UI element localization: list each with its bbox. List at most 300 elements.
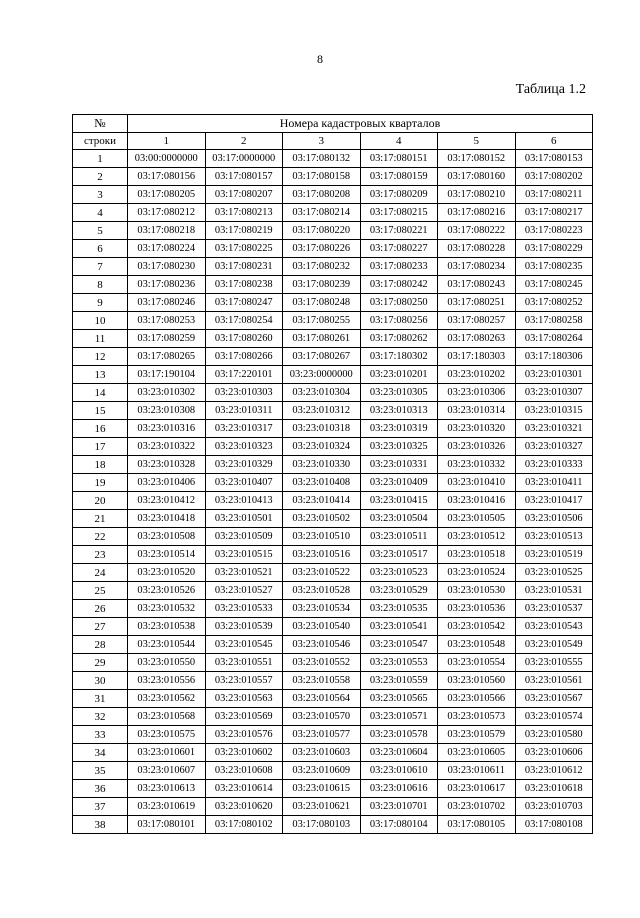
table-row — [73, 438, 593, 456]
table-row — [73, 150, 593, 168]
cadastral-number-cell: 03:17:080223 — [515, 222, 593, 240]
cadastral-number-cell: 03:17:080158 — [283, 168, 361, 186]
table-row — [73, 600, 593, 618]
cadastral-number-cell: 03:23:010537 — [515, 600, 593, 618]
cadastral-number-cell: 03:17:080221 — [360, 222, 438, 240]
cadastral-number-cell: 03:23:010611 — [438, 762, 516, 780]
row-number: 28 — [73, 636, 128, 654]
cadastral-number-cell: 03:23:010202 — [438, 366, 516, 384]
cadastral-number-cell: 03:23:010520 — [128, 564, 206, 582]
cadastral-number-cell: 03:17:080260 — [205, 330, 283, 348]
cadastral-number-cell: 03:17:080222 — [438, 222, 516, 240]
table-row — [73, 312, 593, 330]
cadastral-number-cell: 03:23:010327 — [515, 438, 593, 456]
table-row — [73, 348, 593, 366]
cadastral-number-cell: 03:23:010542 — [438, 618, 516, 636]
cadastral-number-cell: 03:17:080265 — [128, 348, 206, 366]
cadastral-number-cell: 03:23:010411 — [515, 474, 593, 492]
cadastral-number-cell: 03:23:010524 — [438, 564, 516, 582]
cadastral-number-cell: 03:23:010570 — [283, 708, 361, 726]
cadastral-number-cell: 03:23:010506 — [515, 510, 593, 528]
cadastral-number-cell: 03:23:010546 — [283, 636, 361, 654]
cadastral-number-cell: 03:17:080251 — [438, 294, 516, 312]
cadastral-number-cell: 03:23:010406 — [128, 474, 206, 492]
row-number: 8 — [73, 276, 128, 294]
table-row — [73, 492, 593, 510]
table-row — [73, 510, 593, 528]
table-row — [73, 402, 593, 420]
cadastral-number-cell: 03:23:010609 — [283, 762, 361, 780]
cadastral-number-cell: 03:23:010567 — [515, 690, 593, 708]
cadastral-number-cell: 03:23:010543 — [515, 618, 593, 636]
header-number-sign: № — [73, 115, 128, 133]
cadastral-number-cell: 03:23:010560 — [438, 672, 516, 690]
cadastral-number-cell: 03:17:080263 — [438, 330, 516, 348]
cadastral-number-cell: 03:17:220101 — [205, 366, 283, 384]
cadastral-number-cell: 03:17:080207 — [205, 186, 283, 204]
cadastral-number-cell: 03:23:010578 — [360, 726, 438, 744]
cadastral-number-cell: 03:23:010535 — [360, 600, 438, 618]
cadastral-number-cell: 03:23:010314 — [438, 402, 516, 420]
cadastral-number-cell: 03:23:010613 — [128, 780, 206, 798]
cadastral-number-cell: 03:23:010701 — [360, 798, 438, 816]
table-row — [73, 636, 593, 654]
header-rows-label: строки — [73, 133, 128, 150]
cadastral-number-cell: 03:23:010605 — [438, 744, 516, 762]
cadastral-number-cell: 03:17:080213 — [205, 204, 283, 222]
row-number: 34 — [73, 744, 128, 762]
table-row — [73, 780, 593, 798]
cadastral-number-cell: 03:17:080248 — [283, 294, 361, 312]
cadastral-number-cell: 03:23:010307 — [515, 384, 593, 402]
row-number: 2 — [73, 168, 128, 186]
cadastral-number-cell: 03:23:010577 — [283, 726, 361, 744]
cadastral-number-cell: 03:17:080242 — [360, 276, 438, 294]
cadastral-number-cell: 03:23:010508 — [128, 528, 206, 546]
cadastral-number-cell: 03:17:080238 — [205, 276, 283, 294]
cadastral-number-cell: 03:17:080225 — [205, 240, 283, 258]
cadastral-number-cell: 03:17:080258 — [515, 312, 593, 330]
cadastral-number-cell: 03:17:080257 — [438, 312, 516, 330]
cadastral-number-cell: 03:23:010601 — [128, 744, 206, 762]
cadastral-number-cell: 03:23:010527 — [205, 582, 283, 600]
cadastral-number-cell: 03:23:010321 — [515, 420, 593, 438]
cadastral-number-cell: 03:17:080252 — [515, 294, 593, 312]
cadastral-number-cell: 03:23:010407 — [205, 474, 283, 492]
cadastral-number-cell: 03:23:010523 — [360, 564, 438, 582]
row-number: 15 — [73, 402, 128, 420]
row-number: 22 — [73, 528, 128, 546]
cadastral-number-cell: 03:17:080247 — [205, 294, 283, 312]
table-caption: Таблица 1.2 — [515, 82, 586, 97]
cadastral-number-cell: 03:23:010510 — [283, 528, 361, 546]
cadastral-number-cell: 03:23:010540 — [283, 618, 361, 636]
cadastral-number-cell: 03:17:080234 — [438, 258, 516, 276]
cadastral-number-cell: 03:17:080262 — [360, 330, 438, 348]
cadastral-number-cell: 03:17:080105 — [438, 816, 516, 834]
cadastral-number-cell: 03:23:010566 — [438, 690, 516, 708]
row-number: 12 — [73, 348, 128, 366]
cadastral-number-cell: 03:23:010557 — [205, 672, 283, 690]
row-number: 13 — [73, 366, 128, 384]
header-col-4: 4 — [360, 133, 438, 150]
cadastral-number-cell: 03:17:180306 — [515, 348, 593, 366]
cadastral-number-cell: 03:17:080218 — [128, 222, 206, 240]
cadastral-number-cell: 03:23:010559 — [360, 672, 438, 690]
cadastral-number-cell: 03:23:010319 — [360, 420, 438, 438]
header-col-1: 1 — [128, 133, 206, 150]
header-row-group — [73, 115, 593, 133]
table-row — [73, 762, 593, 780]
cadastral-number-cell: 03:23:010526 — [128, 582, 206, 600]
table-row — [73, 420, 593, 438]
cadastral-number-cell: 03:23:010541 — [360, 618, 438, 636]
cadastral-number-cell: 03:17:080228 — [438, 240, 516, 258]
cadastral-number-cell: 03:17:080202 — [515, 168, 593, 186]
row-number: 36 — [73, 780, 128, 798]
cadastral-number-cell: 03:23:010525 — [515, 564, 593, 582]
cadastral-number-cell: 03:23:010580 — [515, 726, 593, 744]
row-number: 10 — [73, 312, 128, 330]
cadastral-number-cell: 03:17:080156 — [128, 168, 206, 186]
cadastral-number-cell: 03:17:080159 — [360, 168, 438, 186]
cadastral-number-cell: 03:23:010532 — [128, 600, 206, 618]
cadastral-number-cell: 03:23:010318 — [283, 420, 361, 438]
cadastral-number-cell: 03:23:010561 — [515, 672, 593, 690]
cadastral-number-cell: 03:23:010504 — [360, 510, 438, 528]
cadastral-number-cell: 03:17:080267 — [283, 348, 361, 366]
header-col-2: 2 — [205, 133, 283, 150]
cadastral-number-cell: 03:17:080261 — [283, 330, 361, 348]
cadastral-number-cell: 03:23:010606 — [515, 744, 593, 762]
header-col-3: 3 — [283, 133, 361, 150]
cadastral-number-cell: 03:17:080264 — [515, 330, 593, 348]
cadastral-number-cell: 03:23:010418 — [128, 510, 206, 528]
row-number: 31 — [73, 690, 128, 708]
table-row — [73, 204, 593, 222]
cadastral-number-cell: 03:17:080236 — [128, 276, 206, 294]
cadastral-number-cell: 03:23:010509 — [205, 528, 283, 546]
cadastral-number-cell: 03:23:010320 — [438, 420, 516, 438]
cadastral-number-cell: 03:23:010617 — [438, 780, 516, 798]
cadastral-number-cell: 03:23:010304 — [283, 384, 361, 402]
cadastral-number-cell: 03:17:0000000 — [205, 150, 283, 168]
cadastral-number-cell: 03:23:010301 — [515, 366, 593, 384]
cadastral-number-cell: 03:23:0000000 — [283, 366, 361, 384]
table-row — [73, 330, 593, 348]
cadastral-number-cell: 03:23:010415 — [360, 492, 438, 510]
cadastral-number-cell: 03:23:010574 — [515, 708, 593, 726]
cadastral-number-cell: 03:17:080232 — [283, 258, 361, 276]
cadastral-number-cell: 03:23:010414 — [283, 492, 361, 510]
table-row — [73, 672, 593, 690]
cadastral-number-cell: 03:23:010413 — [205, 492, 283, 510]
cadastral-number-cell: 03:23:010514 — [128, 546, 206, 564]
cadastral-number-cell: 03:17:080108 — [515, 816, 593, 834]
cadastral-number-cell: 03:17:180303 — [438, 348, 516, 366]
cadastral-number-cell: 03:23:010533 — [205, 600, 283, 618]
cadastral-number-cell: 03:23:010325 — [360, 438, 438, 456]
cadastral-number-cell: 03:17:080245 — [515, 276, 593, 294]
row-number: 9 — [73, 294, 128, 312]
cadastral-number-cell: 03:23:010315 — [515, 402, 593, 420]
cadastral-number-cell: 03:23:010608 — [205, 762, 283, 780]
cadastral-number-cell: 03:23:010512 — [438, 528, 516, 546]
cadastral-number-cell: 03:23:010538 — [128, 618, 206, 636]
cadastral-number-cell: 03:23:010550 — [128, 654, 206, 672]
row-number: 5 — [73, 222, 128, 240]
row-number: 27 — [73, 618, 128, 636]
header-col-5: 5 — [438, 133, 516, 150]
cadastral-number-cell: 03:17:080231 — [205, 258, 283, 276]
cadastral-number-cell: 03:23:010417 — [515, 492, 593, 510]
cadastral-number-cell: 03:17:190104 — [128, 366, 206, 384]
cadastral-number-cell: 03:23:010544 — [128, 636, 206, 654]
cadastral-number-cell: 03:17:080259 — [128, 330, 206, 348]
table-row — [73, 708, 593, 726]
row-number: 4 — [73, 204, 128, 222]
row-number: 7 — [73, 258, 128, 276]
table-row — [73, 546, 593, 564]
cadastral-number-cell: 03:17:080132 — [283, 150, 361, 168]
cadastral-number-cell: 03:17:080210 — [438, 186, 516, 204]
cadastral-number-cell: 03:23:010416 — [438, 492, 516, 510]
cadastral-number-cell: 03:23:010312 — [283, 402, 361, 420]
cadastral-number-cell: 03:23:010562 — [128, 690, 206, 708]
row-number: 17 — [73, 438, 128, 456]
cadastral-number-cell: 03:00:0000000 — [128, 150, 206, 168]
row-number: 38 — [73, 816, 128, 834]
cadastral-number-cell: 03:23:010602 — [205, 744, 283, 762]
cadastral-number-cell: 03:23:010331 — [360, 456, 438, 474]
table-row — [73, 582, 593, 600]
cadastral-number-cell: 03:23:010502 — [283, 510, 361, 528]
cadastral-number-cell: 03:17:080235 — [515, 258, 593, 276]
row-number: 3 — [73, 186, 128, 204]
cadastral-number-cell: 03:23:010501 — [205, 510, 283, 528]
cadastral-number-cell: 03:17:080226 — [283, 240, 361, 258]
cadastral-number-cell: 03:23:010545 — [205, 636, 283, 654]
row-number: 19 — [73, 474, 128, 492]
cadastral-number-cell: 03:23:010536 — [438, 600, 516, 618]
cadastral-number-cell: 03:17:080230 — [128, 258, 206, 276]
cadastral-number-cell: 03:23:010558 — [283, 672, 361, 690]
cadastral-number-cell: 03:23:010528 — [283, 582, 361, 600]
row-number: 16 — [73, 420, 128, 438]
table-row — [73, 258, 593, 276]
table-row — [73, 618, 593, 636]
header-group-title: Номера кадастровых кварталов — [128, 115, 593, 133]
table-row — [73, 294, 593, 312]
cadastral-number-cell: 03:23:010619 — [128, 798, 206, 816]
cadastral-number-cell: 03:23:010552 — [283, 654, 361, 672]
table-row — [73, 690, 593, 708]
cadastral-number-cell: 03:23:010614 — [205, 780, 283, 798]
row-number: 1 — [73, 150, 128, 168]
cadastral-number-cell: 03:23:010702 — [438, 798, 516, 816]
cadastral-number-cell: 03:23:010326 — [438, 438, 516, 456]
row-number: 26 — [73, 600, 128, 618]
cadastral-number-cell: 03:17:080160 — [438, 168, 516, 186]
cadastral-number-cell: 03:17:080152 — [438, 150, 516, 168]
row-number: 6 — [73, 240, 128, 258]
table-row — [73, 456, 593, 474]
table-row — [73, 186, 593, 204]
cadastral-number-cell: 03:23:010530 — [438, 582, 516, 600]
cadastral-number-cell: 03:17:080215 — [360, 204, 438, 222]
header-col-6: 6 — [515, 133, 593, 150]
cadastral-number-cell: 03:23:010610 — [360, 762, 438, 780]
cadastral-number-cell: 03:23:010529 — [360, 582, 438, 600]
cadastral-number-cell: 03:17:080266 — [205, 348, 283, 366]
table-row — [73, 726, 593, 744]
cadastral-number-cell: 03:23:010551 — [205, 654, 283, 672]
cadastral-number-cell: 03:23:010324 — [283, 438, 361, 456]
cadastral-number-cell: 03:17:080239 — [283, 276, 361, 294]
row-number: 24 — [73, 564, 128, 582]
cadastral-number-cell: 03:23:010408 — [283, 474, 361, 492]
cadastral-number-cell: 03:23:010328 — [128, 456, 206, 474]
cadastral-number-cell: 03:23:010409 — [360, 474, 438, 492]
header-row-columns — [73, 133, 593, 150]
cadastral-number-cell: 03:17:080103 — [283, 816, 361, 834]
cadastral-number-cell: 03:17:080151 — [360, 150, 438, 168]
cadastral-number-cell: 03:17:080233 — [360, 258, 438, 276]
table-row — [73, 654, 593, 672]
cadastral-number-cell: 03:17:080227 — [360, 240, 438, 258]
cadastral-number-cell: 03:17:080157 — [205, 168, 283, 186]
cadastral-number-cell: 03:23:010555 — [515, 654, 593, 672]
cadastral-number-cell: 03:17:080229 — [515, 240, 593, 258]
cadastral-number-cell: 03:23:010564 — [283, 690, 361, 708]
cadastral-number-cell: 03:17:080208 — [283, 186, 361, 204]
cadastral-number-cell: 03:17:080253 — [128, 312, 206, 330]
cadastral-number-cell: 03:23:010303 — [205, 384, 283, 402]
cadastral-number-cell: 03:23:010410 — [438, 474, 516, 492]
cadastral-number-cell: 03:23:010615 — [283, 780, 361, 798]
cadastral-number-cell: 03:17:080220 — [283, 222, 361, 240]
cadastral-number-cell: 03:17:080250 — [360, 294, 438, 312]
table-row — [73, 222, 593, 240]
cadastral-number-cell: 03:23:010576 — [205, 726, 283, 744]
cadastral-number-cell: 03:23:010201 — [360, 366, 438, 384]
cadastral-number-cell: 03:23:010571 — [360, 708, 438, 726]
cadastral-number-cell: 03:17:080212 — [128, 204, 206, 222]
cadastral-number-cell: 03:23:010531 — [515, 582, 593, 600]
cadastral-number-cell: 03:23:010521 — [205, 564, 283, 582]
cadastral-number-cell: 03:23:010548 — [438, 636, 516, 654]
cadastral-number-cell: 03:17:080209 — [360, 186, 438, 204]
cadastral-number-cell: 03:23:010306 — [438, 384, 516, 402]
cadastral-number-cell: 03:17:080216 — [438, 204, 516, 222]
row-number: 20 — [73, 492, 128, 510]
cadastral-number-cell: 03:23:010522 — [283, 564, 361, 582]
cadastral-number-cell: 03:23:010316 — [128, 420, 206, 438]
cadastral-number-cell: 03:23:010604 — [360, 744, 438, 762]
cadastral-number-cell: 03:23:010553 — [360, 654, 438, 672]
table-row — [73, 744, 593, 762]
row-number: 11 — [73, 330, 128, 348]
table-row — [73, 798, 593, 816]
cadastral-number-cell: 03:17:080217 — [515, 204, 593, 222]
table-row — [73, 240, 593, 258]
cadastral-number-cell: 03:23:010556 — [128, 672, 206, 690]
cadastral-number-cell: 03:23:010332 — [438, 456, 516, 474]
row-number: 37 — [73, 798, 128, 816]
table-row — [73, 276, 593, 294]
cadastral-number-cell: 03:23:010612 — [515, 762, 593, 780]
cadastral-number-cell: 03:23:010575 — [128, 726, 206, 744]
cadastral-number-cell: 03:23:010607 — [128, 762, 206, 780]
cadastral-number-cell: 03:23:010305 — [360, 384, 438, 402]
cadastral-number-cell: 03:17:080254 — [205, 312, 283, 330]
row-number: 35 — [73, 762, 128, 780]
cadastral-number-cell: 03:23:010573 — [438, 708, 516, 726]
cadastral-number-cell: 03:23:010317 — [205, 420, 283, 438]
cadastral-number-cell: 03:23:010311 — [205, 402, 283, 420]
table-header — [73, 115, 593, 150]
cadastral-number-cell: 03:17:080243 — [438, 276, 516, 294]
row-number: 33 — [73, 726, 128, 744]
cadastral-number-cell: 03:23:010603 — [283, 744, 361, 762]
cadastral-number-cell: 03:23:010308 — [128, 402, 206, 420]
cadastral-number-cell: 03:23:010513 — [515, 528, 593, 546]
cadastral-number-cell: 03:23:010505 — [438, 510, 516, 528]
cadastral-number-cell: 03:23:010511 — [360, 528, 438, 546]
table-row — [73, 366, 593, 384]
cadastral-number-cell: 03:17:080255 — [283, 312, 361, 330]
row-number: 23 — [73, 546, 128, 564]
row-number: 29 — [73, 654, 128, 672]
cadastral-number-cell: 03:17:080214 — [283, 204, 361, 222]
table-body — [73, 150, 593, 834]
cadastral-number-cell: 03:23:010616 — [360, 780, 438, 798]
cadastral-number-cell: 03:23:010534 — [283, 600, 361, 618]
cadastral-number-cell: 03:17:080205 — [128, 186, 206, 204]
cadastral-number-cell: 03:17:080211 — [515, 186, 593, 204]
cadastral-number-cell: 03:23:010515 — [205, 546, 283, 564]
cadastral-number-cell: 03:23:010579 — [438, 726, 516, 744]
row-number: 25 — [73, 582, 128, 600]
table-row — [73, 564, 593, 582]
row-number: 30 — [73, 672, 128, 690]
cadastral-number-cell: 03:23:010621 — [283, 798, 361, 816]
cadastral-number-cell: 03:23:010703 — [515, 798, 593, 816]
cadastral-number-cell: 03:23:010518 — [438, 546, 516, 564]
cadastral-number-cell: 03:23:010517 — [360, 546, 438, 564]
table-row — [73, 384, 593, 402]
table-row — [73, 816, 593, 834]
cadastral-number-cell: 03:23:010333 — [515, 456, 593, 474]
cadastral-number-cell: 03:23:010412 — [128, 492, 206, 510]
cadastral-number-cell: 03:23:010322 — [128, 438, 206, 456]
cadastral-number-cell: 03:23:010539 — [205, 618, 283, 636]
row-number: 14 — [73, 384, 128, 402]
cadastral-number-cell: 03:17:180302 — [360, 348, 438, 366]
cadastral-number-cell: 03:23:010554 — [438, 654, 516, 672]
row-number: 21 — [73, 510, 128, 528]
cadastral-number-cell: 03:23:010516 — [283, 546, 361, 564]
cadastral-number-cell: 03:23:010568 — [128, 708, 206, 726]
row-number: 32 — [73, 708, 128, 726]
cadastral-number-cell: 03:23:010565 — [360, 690, 438, 708]
table-row — [73, 168, 593, 186]
cadastral-number-cell: 03:17:080224 — [128, 240, 206, 258]
cadastral-number-cell: 03:17:080256 — [360, 312, 438, 330]
cadastral-number-cell: 03:23:010329 — [205, 456, 283, 474]
cadastral-number-cell: 03:17:080219 — [205, 222, 283, 240]
table-row — [73, 528, 593, 546]
